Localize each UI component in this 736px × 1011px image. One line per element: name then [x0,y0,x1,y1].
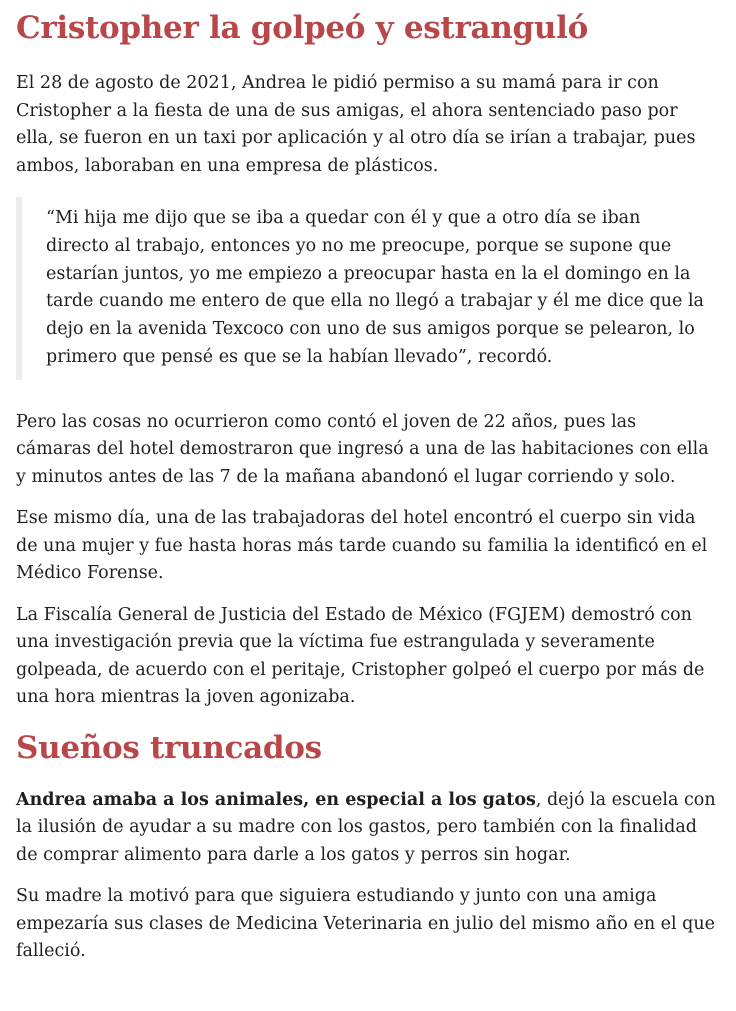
section-heading-suenos: Sueños truncados [16,729,322,766]
paragraph-animales [16,787,716,870]
mother-quote [16,197,716,380]
paragraph-estudios: Su madre la motivó para que siguiera estudiando y junto con una amiga empezaría sus clases de Medicina Veterinaria en julio del mismo año en el que falleció. [16,886,715,962]
paragraph-cuerpo: Ese mismo día, una de las trabajadoras del hotel encontró el cuerpo sin vida de una mujer y fue hasta horas más tarde cuando su familia la identificó en el Médico Forense. [16,508,708,584]
section-heading-golpeo: Cristopher la golpeó y estranguló [16,10,588,46]
paragraph-animales-bold: Andrea amaba a los animales, en especial a los gatos [16,789,536,810]
paragraph-camaras: Pero las cosas no ocurrieron como contó el joven de 22 años, pues las cámaras del hotel demostraron que ingresó a una de las habitaciones con ella y minutos antes de las 7 de la mañana abandonó el lugar corriendo y solo. [16,411,709,487]
paragraph-fiesta: El 28 de agosto de 2021, Andrea le pidió permiso a su mamá para ir con Cristopher a la fiesta de una de sus amigas, el ahora sentenciado paso por ella, se fueron en un taxi por aplicación y al otro día se irían a trabajar, pues ambos, laboraban en una empresa de plásticos. [16,73,696,176]
article-body [16,0,716,966]
mother-quote-text: “Mi hija me dijo que se iba a quedar con él y que a otro día se iban directo al trabajo, entonces yo no me preocupe, porque se supone que estarían juntos, yo me empiezo a preocupar hasta en la el domingo en la tarde cuando me entero de que ella no llegó a trabajar y él me dice que la dejo en la avenida Texcoco con uno de sus amigos porque se pelearon, lo primero que pensé es que se la habían llevado”, recordó. [46,208,704,367]
paragraph-animales-rest: , dejó la escuela con la ilusión de ayudar a su madre con los gastos, pero también con la finalidad de comprar alimento para darle a los gatos y perros sin hogar. [16,789,716,865]
paragraph-fiscalia: La Fiscalía General de Justicia del Estado de México (FGJEM) demostró con una investigación previa que la víctima fue estrangulada y severamente golpeada, de acuerdo con el peritaje, Cristopher golpeó el cuerpo por más de una hora mientras la joven agonizaba. [16,604,705,708]
